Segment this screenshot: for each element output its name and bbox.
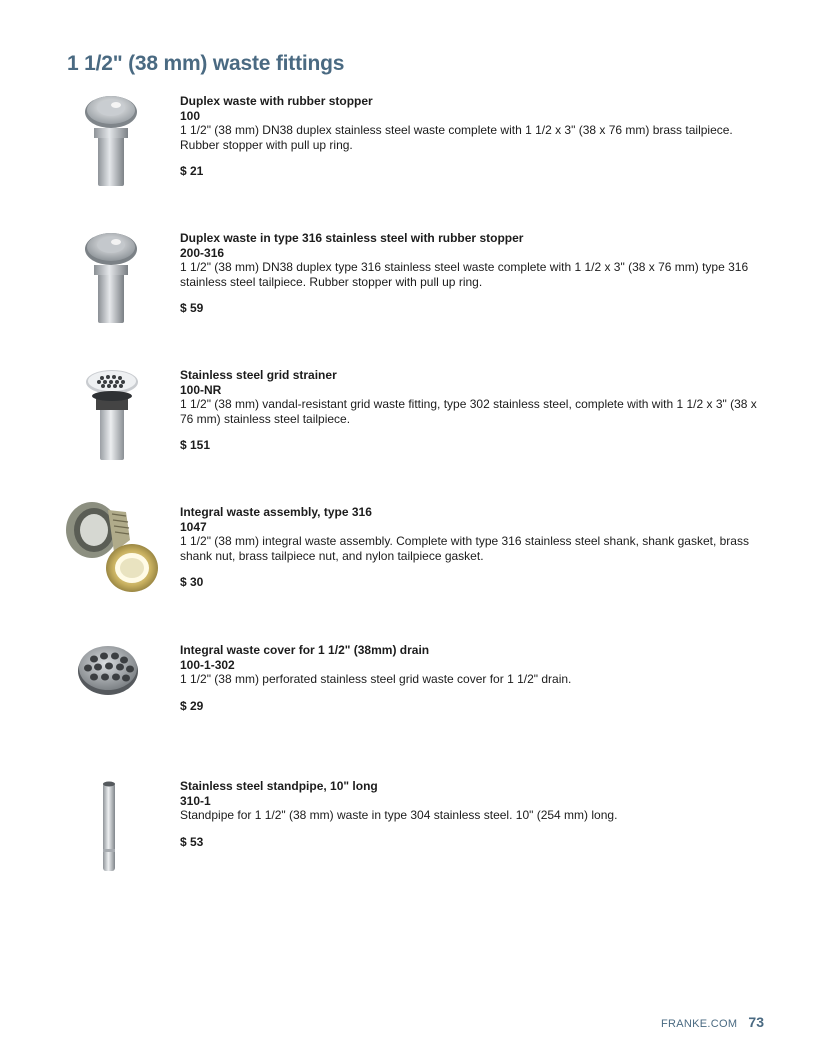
page-title: 1 1/2" (38 mm) waste fittings: [67, 52, 345, 75]
product-price: $ 53: [180, 834, 204, 849]
product-info: [180, 94, 780, 179]
product-sku: 100-1-302: [180, 657, 235, 672]
product-price: $ 29: [180, 698, 204, 713]
product-sku: 100-NR: [180, 382, 222, 397]
product-description: 1 1/2" (38 mm) integral waste assembly. Complete with type 316 stainless steel shank, shank gasket, brass shank nut, brass tailpiece nut, and nylon tailpiece gasket.: [180, 534, 749, 563]
product-info: [180, 231, 780, 316]
product-name: Duplex waste with rubber stopper: [180, 94, 373, 108]
product-integral-waste-assembly: [0, 505, 816, 625]
standpipe-icon: [60, 779, 160, 879]
grid-strainer-icon: [60, 368, 160, 468]
footer-site: FRANKE.COM: [661, 1018, 738, 1030]
product-description: 1 1/2" (38 mm) vandal-resistant grid waste fitting, type 302 stainless steel, complete with with 1 1/2 x 3" (38 x 76 mm) stainless steel tailpiece.: [180, 397, 757, 426]
product-info: [180, 505, 780, 590]
product-name: Integral waste assembly, type 316: [180, 505, 372, 519]
product-info: [180, 779, 780, 849]
product-sku: 100: [180, 108, 201, 123]
page-number: 73: [748, 1014, 764, 1030]
product-name: Stainless steel grid strainer: [180, 368, 337, 382]
integral-waste-assembly-icon: [60, 500, 160, 600]
product-sku: 1047: [180, 519, 207, 534]
product-info: [180, 368, 780, 453]
product-description: 1 1/2" (38 mm) DN38 duplex stainless steel waste complete with 1 1/2 x 3" (38 x 76 mm) brass tailpiece. Rubber stopper with pull up ring.: [180, 123, 733, 152]
product-sku: 310-1: [180, 793, 211, 808]
product-standpipe: [0, 779, 816, 899]
product-grid-strainer: [0, 368, 816, 488]
product-name: Duplex waste in type 316 stainless steel with rubber stopper: [180, 231, 524, 245]
waste-cover-icon: [60, 635, 160, 735]
product-price: $ 151: [180, 438, 211, 452]
product-duplex-waste-316: [0, 231, 816, 351]
product-description: 1 1/2" (38 mm) DN38 duplex type 316 stainless steel waste complete with 1 1/2 x 3" (38 x 76 mm) type 316 stainless steel tailpiece. Rubber stopper with pull up ring.: [180, 260, 749, 289]
duplex-waste-icon: [60, 94, 160, 194]
product-name: Integral waste cover for 1 1/2" (38mm) drain: [180, 643, 430, 657]
product-name: Stainless steel standpipe, 10" long: [180, 779, 378, 793]
product-price: $ 21: [180, 164, 204, 178]
product-price: $ 59: [180, 301, 204, 315]
product-duplex-waste: [0, 94, 816, 214]
page-footer: [661, 1014, 764, 1030]
product-description: 1 1/2" (38 mm) perforated stainless steel grid waste cover for 1 1/2" drain.: [180, 672, 572, 686]
product-info: [180, 643, 780, 713]
product-description: Standpipe for 1 1/2" (38 mm) waste in type 304 stainless steel. 10" (254 mm) long.: [180, 808, 618, 822]
duplex-waste-316-icon: [60, 231, 160, 331]
product-waste-cover: [0, 643, 816, 763]
product-price: $ 30: [180, 575, 204, 589]
product-sku: 200-316: [180, 245, 225, 260]
